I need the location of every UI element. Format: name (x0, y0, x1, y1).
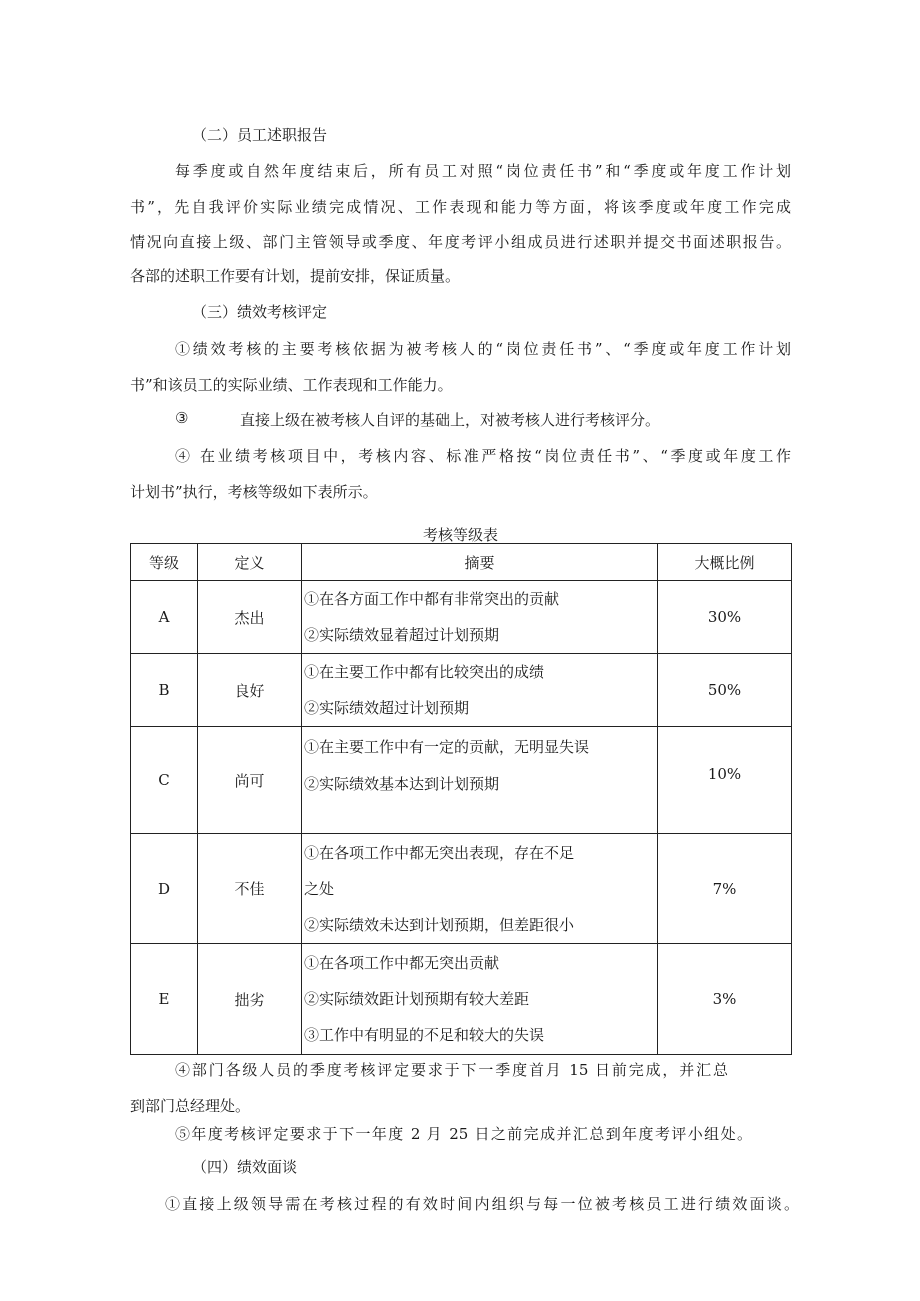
cell-ratio: 7% (658, 834, 792, 944)
section-heading-4: （四）绩效面谈 (192, 1158, 298, 1176)
summary-line: ②实际绩效未达到计划预期，但差距很小 (304, 915, 575, 934)
cell-definition: 尚可 (198, 727, 302, 834)
item-1-line: 书”和该员工的实际业绩、工作表现和工作能力。 (130, 376, 453, 394)
item-3-number: ③ (175, 409, 189, 427)
section-heading-2: （二）员工述职报告 (192, 126, 328, 144)
table-row (131, 654, 792, 727)
table-row (131, 944, 792, 1055)
item-1-line: ①绩效考核的主要考核依据为被考核人的“岗位责任书”、“季度或年度工作计划 (175, 340, 791, 358)
item-4-line: ④ 在业绩考核项目中，考核内容、标准严格按“岗位责任书”、“季度或年度工作 (175, 447, 791, 465)
item-4b-line: ④部门各级人员的季度考核评定要求于下一季度首月 15 日前完成，并汇总 (175, 1061, 728, 1079)
grade-table (130, 543, 792, 1055)
summary-line: ②实际绩效距计划预期有较大差距 (304, 990, 530, 1008)
cell-summary (302, 727, 658, 834)
cell-ratio: 50% (658, 654, 792, 727)
paragraph-line: 书”，先自我评价实际业绩完成情况、工作表现和能力等方面，将该季度或年度工作完成 (130, 198, 791, 216)
table-row (131, 727, 792, 834)
cell-grade: C (131, 727, 198, 834)
item-5: ⑤年度考核评定要求于下一年度 2 月 25 日之前完成并汇总到年度考评小组处。 (175, 1125, 752, 1143)
cell-grade: D (131, 834, 198, 944)
summary-line: ①在各方面工作中都有非常突出的贡献 (304, 590, 560, 608)
cell-summary (302, 834, 658, 944)
table-caption: 考核等级表 (422, 526, 498, 544)
header-ratio: 大概比例 (658, 544, 792, 581)
table-header-row (131, 544, 792, 581)
cell-definition: 拙劣 (198, 944, 302, 1055)
summary-line: ③工作中有明显的不足和较大的失误 (304, 1026, 545, 1044)
header-grade: 等级 (131, 544, 198, 581)
cell-summary (302, 944, 658, 1055)
cell-summary (302, 654, 658, 727)
cell-summary (302, 581, 658, 654)
summary-line: ①在各项工作中都无突出贡献 (304, 954, 500, 972)
summary-line: ②实际绩效超过计划预期 (304, 699, 470, 717)
summary-line: ①在各项工作中都无突出表现，存在不足 (304, 843, 575, 862)
cell-definition: 杰出 (198, 581, 302, 654)
cell-grade: B (131, 654, 198, 727)
paragraph-line: 每季度或自然年度结束后，所有员工对照“岗位责任书”和“季度或年度工作计划 (175, 162, 791, 180)
summary-line: ②实际绩效基本达到计划预期 (304, 775, 500, 793)
table-row (131, 581, 792, 654)
summary-line: 之处 (304, 879, 335, 898)
summary-line: ②实际绩效显着超过计划预期 (304, 626, 500, 644)
paragraph-line: 各部的述职工作要有计划，提前安排，保证质量。 (130, 267, 461, 285)
section-heading-3: （三）绩效考核评定 (192, 303, 328, 321)
cell-ratio: 30% (658, 581, 792, 654)
header-definition: 定义 (198, 544, 302, 581)
sec4-item-1: ①直接上级领导需在考核过程的有效时间内组织与每一位被考核员工进行绩效面谈。 (165, 1195, 799, 1213)
cell-grade: A (131, 581, 198, 654)
item-4b-line: 到部门总经理处。 (130, 1097, 251, 1115)
cell-definition: 不佳 (198, 834, 302, 944)
summary-line: ①在主要工作中有一定的贡献，无明显失误 (304, 738, 590, 756)
cell-grade: E (131, 944, 198, 1055)
summary-line: ①在主要工作中都有比较突出的成绩 (304, 663, 545, 681)
paragraph-line: 情况向直接上级、部门主管领导或季度、年度考评小组成员进行述职并提交书面述职报告。 (130, 233, 791, 251)
item-4-line: 计划书”执行，考核等级如下表所示。 (130, 483, 378, 501)
cell-definition: 良好 (198, 654, 302, 727)
table-row (131, 834, 792, 944)
header-summary: 摘要 (302, 544, 658, 581)
cell-ratio: 3% (658, 944, 792, 1055)
cell-ratio: 10% (658, 727, 792, 834)
item-3-text: 直接上级在被考核人自评的基础上，对被考核人进行考核评分。 (240, 411, 661, 429)
